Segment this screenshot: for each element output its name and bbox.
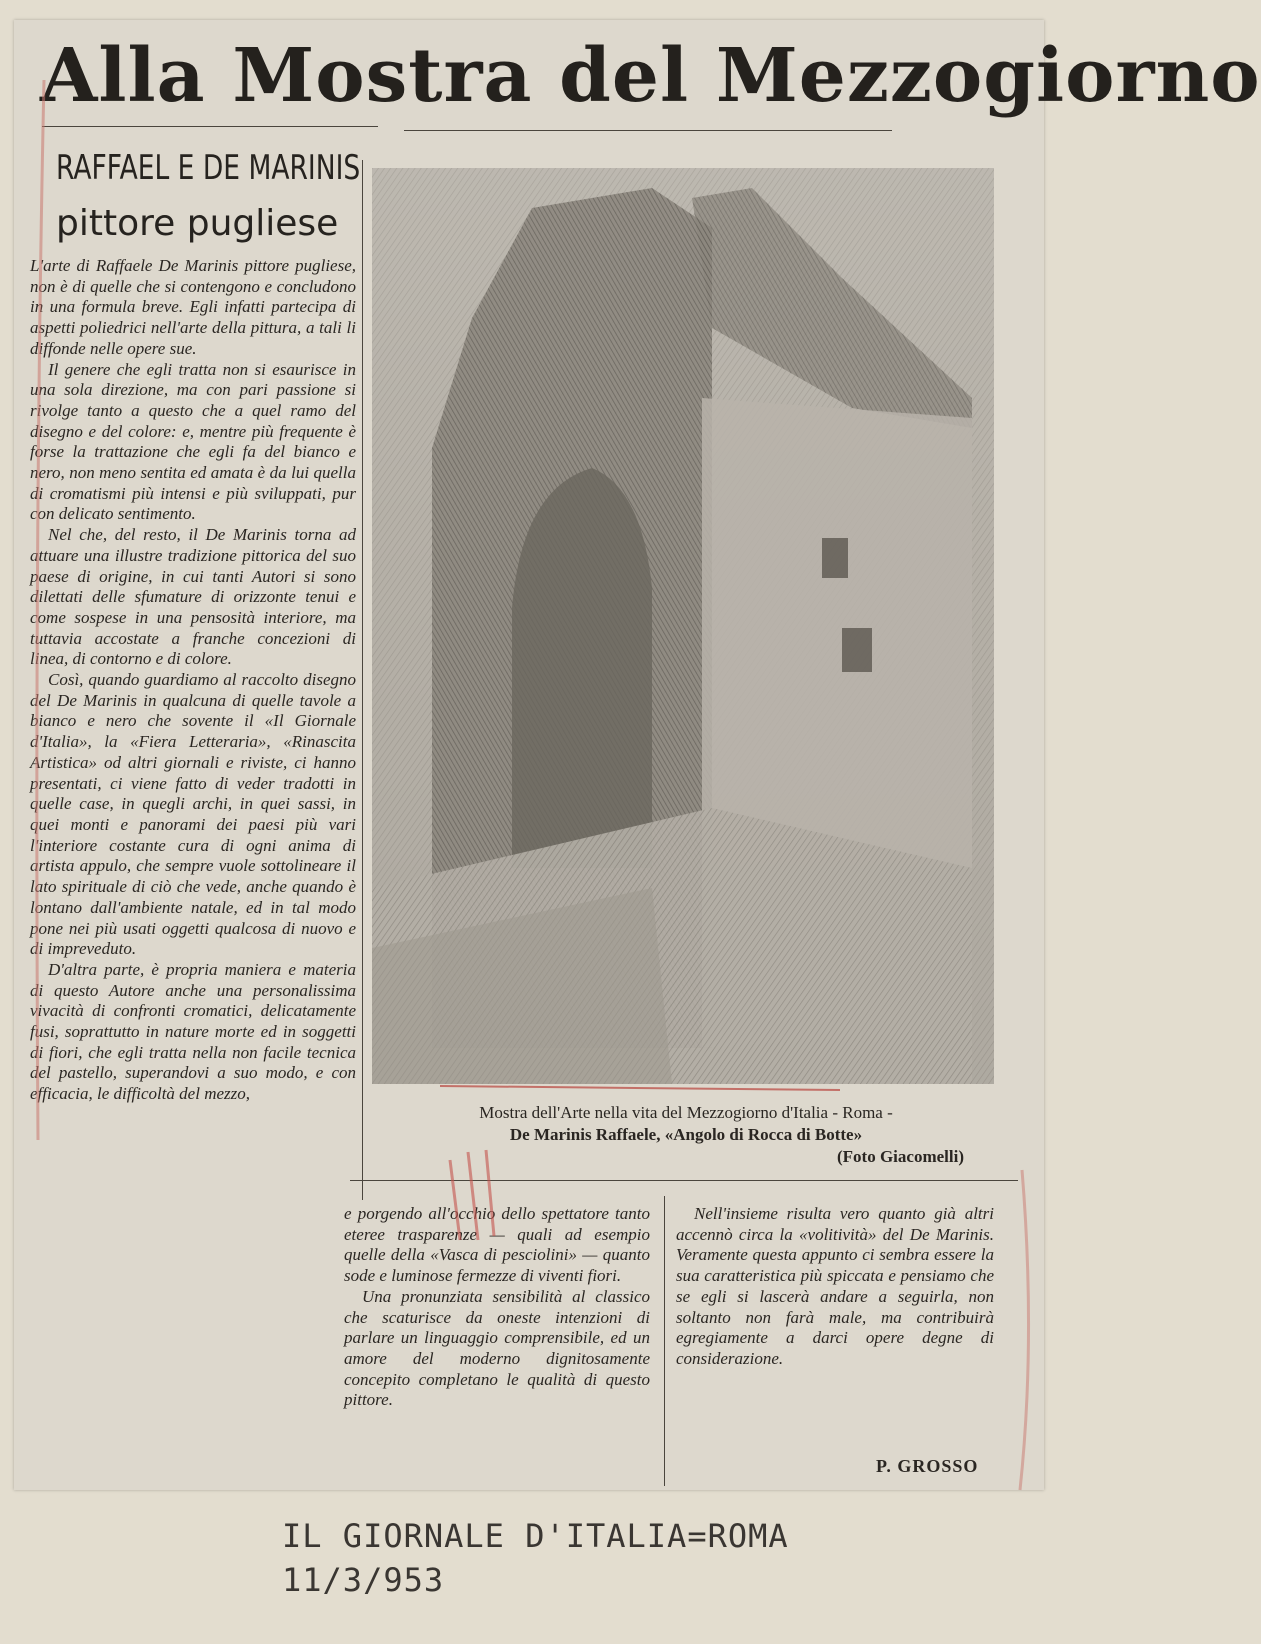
caption-credit: (Foto Giacomelli): [837, 1147, 964, 1166]
article-column-2: [344, 1204, 650, 1411]
paragraph: Il genere che egli tratta non si esaurisce in una sola direzione, ma con pari passione si rivolge tanto a questo che a quel ramo del disegno e del colore: e, mentre più frequente è forse la trattazione che egli fa del bianco e nero, non meno sentita ed amata è da lui quella di cromatismi più intensi e più sviluppati, pur con delicato sentimento.: [30, 359, 356, 524]
divider: [350, 1180, 1018, 1181]
stamp-source: IL GIORNALE D'ITALIA=ROMA: [282, 1517, 789, 1555]
engraving-illustration: [372, 168, 994, 1084]
headline: Alla Mostra del Mezzogiorno: [40, 33, 1261, 119]
paragraph: Nel che, del resto, il De Marinis torna ad attuare una illustre tradizione pittorica del suo paese di origine, in cui tanti Autori si sono dilettati delle sfumature di orizzonte tenui e come sospese in una pensosità interiore, ma tuttavia accostate a franche concezioni di linea, di contorno e di colore.: [30, 525, 356, 669]
subhead-artist-role: pittore pugliese: [56, 203, 339, 244]
paragraph: Nell'insieme risulta vero quanto già altri accennò circa la «volitività» del De Marinis. Veramente questa appunto ci sembra essere la sua caratteristica più spiccata e pensiamo che se egli si lascerà andare a seguirla, non soltanto non farà male, ma contribuirà egregiamente a darci opere degne di considerazione.: [676, 1204, 994, 1368]
paragraph: e porgendo all'occhio dello spettatore tanto eteree trasparenze — quali ad esempio quelle della «Vasca di pesciolini» — quanto sode e luminose fermezze di viventi fiori.: [344, 1204, 650, 1286]
paragraph: Così, quando guardiamo al raccolto disegno del De Marinis in qualcuna di quelle tavole a bianco e nero che sovente il «Il Giornale d'Italia», la «Fiera Letteraria», «Rinascita Artistica» od altri giornali e riviste, ci hanno presentati, ci viene fatto di veder tradotti in quelle case, in quegli archi, in quei sassi, in quei monti e panorami dei paesi più vari l'interiore costante cura di ogni anima di artista appulo, che sempre vuole sottolineare il lato spirituale di ciò che vede, anche quando è lontano dall'ambiente natale, ed in tal modo pone nei più usati oggetti qualcosa di nuovo e di impreveduto.: [30, 670, 356, 959]
column-divider: [362, 160, 363, 1200]
artwork-photo: [372, 168, 994, 1084]
divider: [404, 130, 892, 131]
source-stamp: [282, 1514, 789, 1602]
column-divider: [664, 1196, 665, 1486]
photo-caption: [356, 1102, 1016, 1168]
subhead-artist-name: RAFFAEL E DE MARINIS: [56, 148, 361, 188]
caption-line: Mostra dell'Arte nella vita del Mezzogiorno d'Italia - Roma -: [479, 1103, 893, 1122]
byline: P. GROSSO: [876, 1456, 979, 1476]
paragraph: D'altra parte, è propria maniera e materia di questo Autore anche una personalissima vivacità di confronti cromatici, delicatamente fusi, soprattutto in nature morte ed in soggetti di fiori, che egli tratta nella non facile tecnica del pastello, superandovi a suo modo, e con efficacia, le difficoltà del mezzo,: [30, 959, 356, 1104]
paragraph: L'arte di Raffaele De Marinis pittore pugliese, non è di quelle che si contengono e concludono in una formula breve. Egli infatti partecipa di aspetti poliedrici nell'arte della pittura, a tali li diffonde nelle opere sue.: [30, 256, 356, 358]
paragraph: Una pronunziata sensibilità al classico che scaturisce da oneste intenzioni di parlare un linguaggio comprensibile, ed un amore del moderno dignitosamente concepito completano le qualità di questo pittore.: [344, 1286, 650, 1410]
article-column-3: [676, 1204, 994, 1370]
article-column-1: [30, 256, 356, 1105]
caption-line: De Marinis Raffaele, «Angolo di Rocca di Botte»: [509, 1125, 863, 1144]
stamp-date: 11/3/953: [282, 1561, 445, 1599]
divider: [42, 126, 378, 127]
